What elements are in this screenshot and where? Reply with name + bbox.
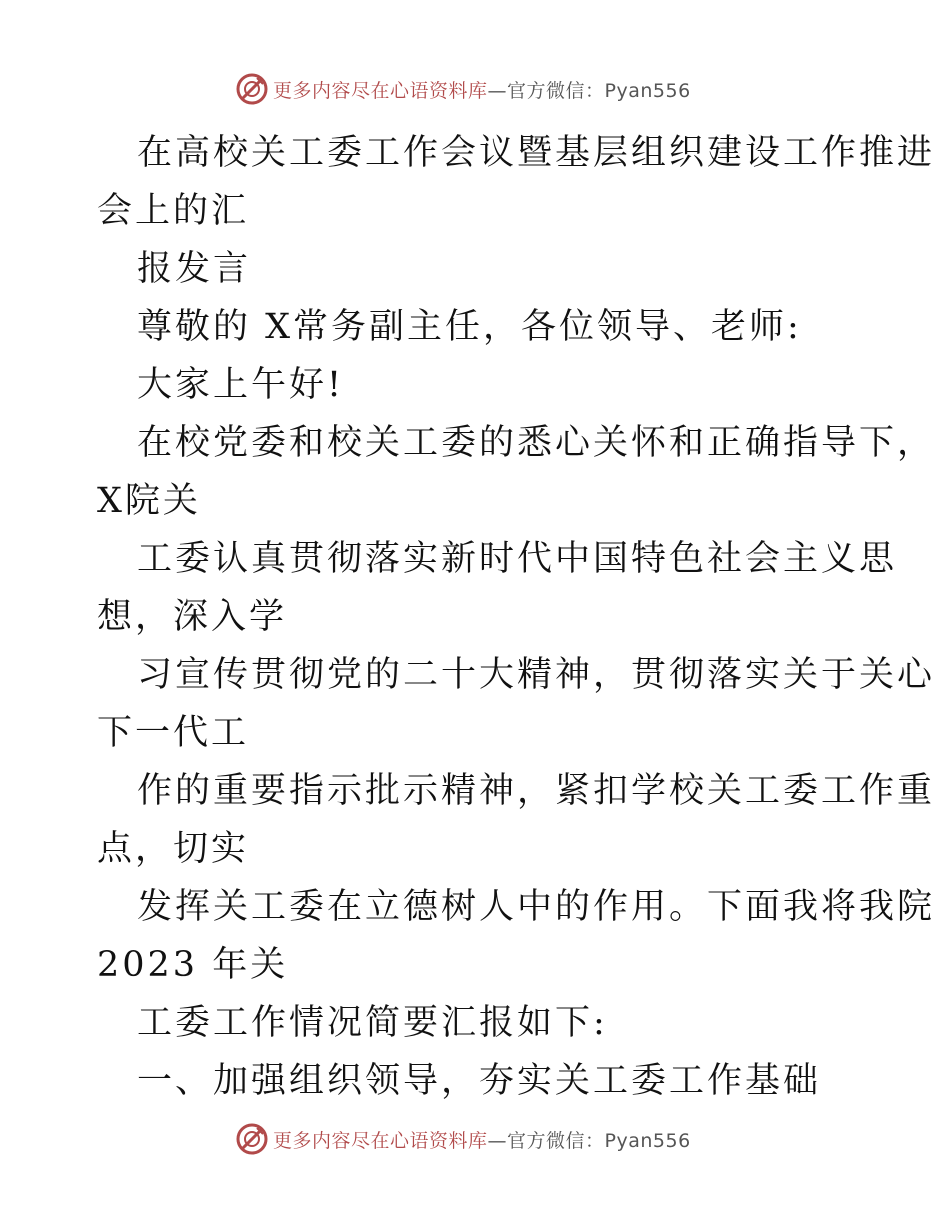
doc-line: 工委工作情况简要汇报如下: xyxy=(137,1003,608,1043)
brand-logo-icon xyxy=(235,1122,269,1156)
watermark-separator: — xyxy=(487,1129,508,1152)
doc-line: 工委认真贯彻落实新时代中国特色社会主义思 xyxy=(137,539,898,579)
watermark-header xyxy=(235,72,691,106)
doc-line: 2023 年关 xyxy=(97,945,289,985)
doc-line: 发挥关工委在立德树人中的作用。下面我将我院 xyxy=(137,887,936,927)
watermark-brand: 更多内容尽在心语资料库 xyxy=(273,79,488,102)
document-body xyxy=(97,124,936,1110)
brand-logo-icon xyxy=(235,72,269,106)
doc-line: 一、加强组织领导，夯实关工委工作基础 xyxy=(137,1061,822,1101)
watermark-suffix: 官方微信：Pyan556 xyxy=(507,79,691,102)
watermark-brand: 更多内容尽在心语资料库 xyxy=(273,1129,488,1152)
doc-line: 在高校关工委工作会议暨基层组织建设工作推进 xyxy=(137,133,936,173)
watermark-footer xyxy=(235,1122,691,1156)
watermark-text xyxy=(273,76,691,103)
doc-line: 会上的汇 xyxy=(97,191,250,231)
doc-line: 习宣传贯彻党的二十大精神，贯彻落实关于关心 xyxy=(137,655,936,695)
doc-line: 大家上午好! xyxy=(137,365,345,405)
doc-line: 点，切实 xyxy=(97,829,250,869)
doc-line: 作的重要指示批示精神，紧扣学校关工委工作重 xyxy=(137,771,936,811)
doc-line: X院关 xyxy=(97,481,201,521)
watermark-text xyxy=(273,1126,691,1153)
watermark-suffix: 官方微信：Pyan556 xyxy=(507,1129,691,1152)
doc-line: 想，深入学 xyxy=(97,597,288,637)
doc-line: 报发言 xyxy=(137,249,252,289)
watermark-separator: — xyxy=(487,79,508,102)
doc-line: 下一代工 xyxy=(97,713,250,753)
doc-line: 尊敬的 X常务副主任，各位领导、老师: xyxy=(137,307,802,347)
doc-line: 在校党委和校关工委的悉心关怀和正确指导下， xyxy=(137,423,936,463)
